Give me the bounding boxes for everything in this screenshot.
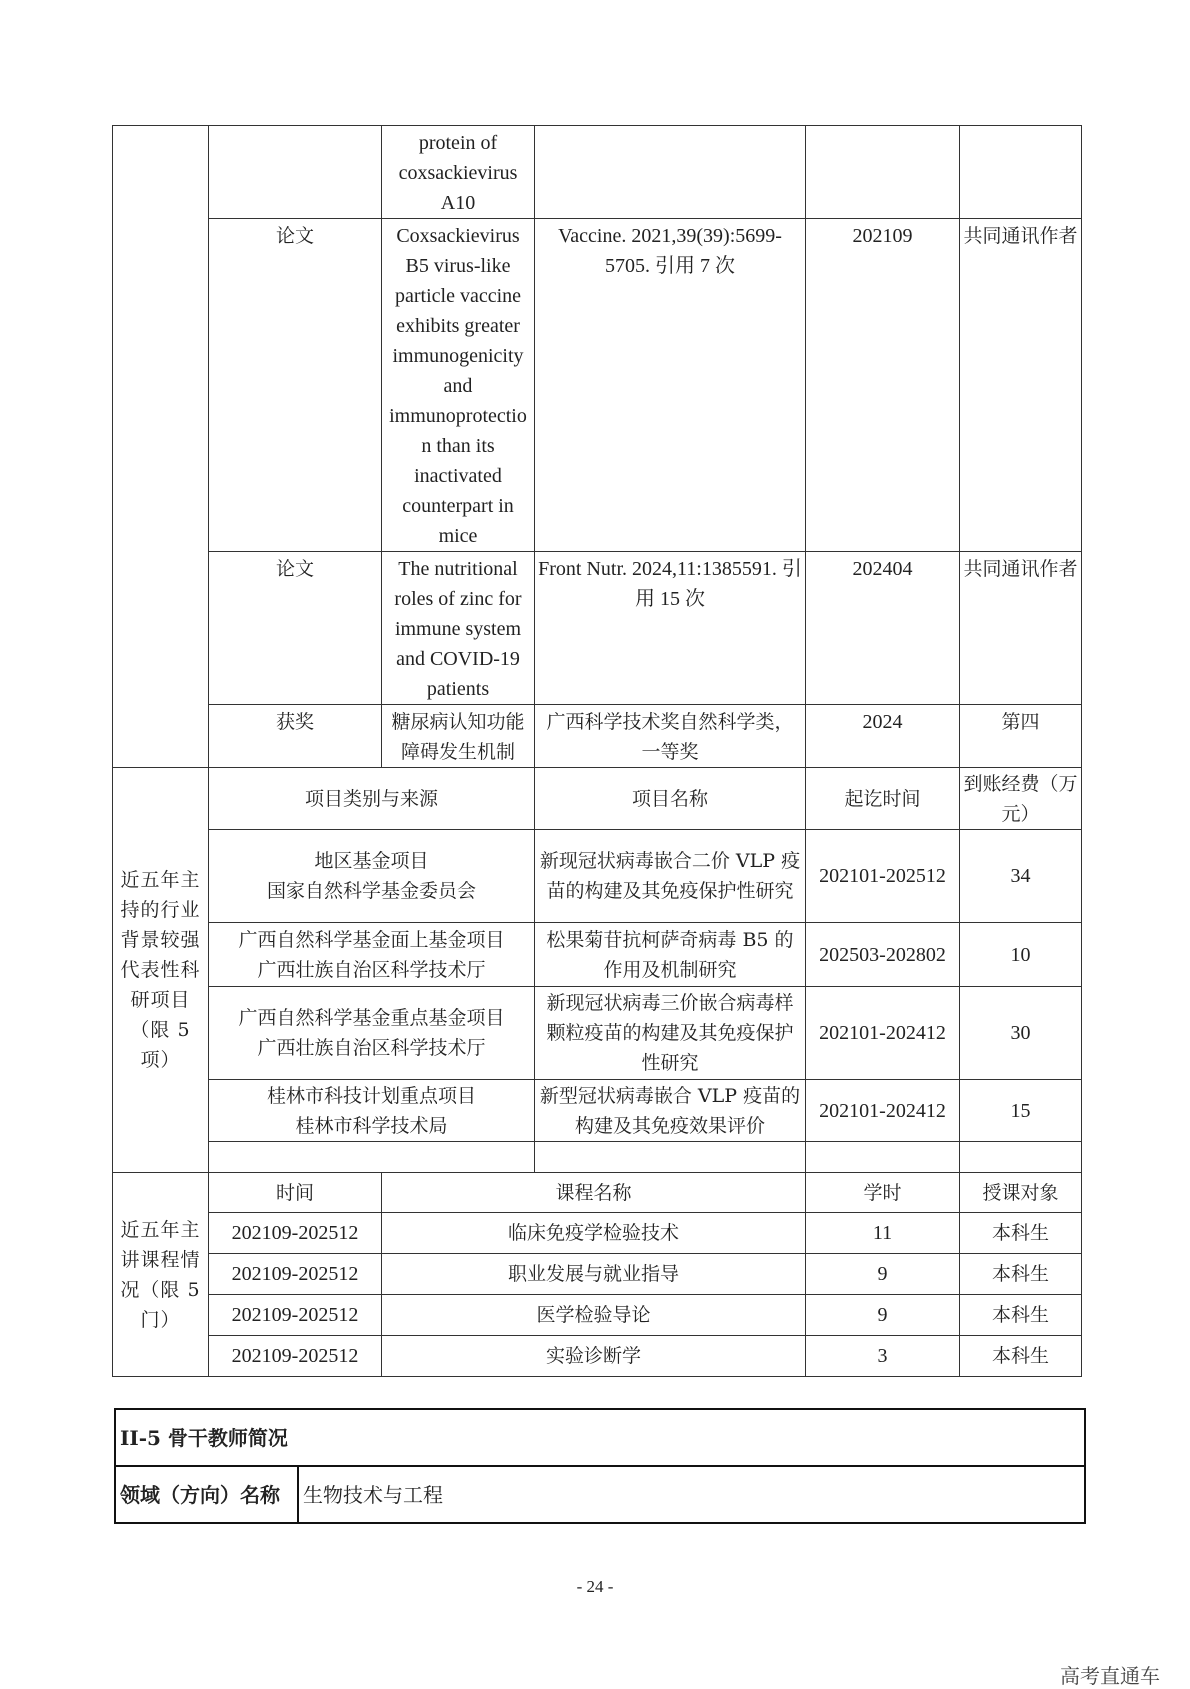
project-category (209, 987, 535, 1080)
course-name: 实验诊断学 (382, 1336, 806, 1377)
project-name: 松果菊苷抗柯萨奇病毒 B5 的作用及机制研究 (535, 923, 806, 987)
project-row (113, 987, 1082, 1080)
paper-date: 202404 (806, 552, 960, 705)
project-row (113, 1080, 1082, 1142)
project-funding: 30 (960, 987, 1082, 1080)
field-value: 生物技术与工程 (298, 1466, 1085, 1523)
award-row (113, 705, 1082, 768)
course-audience: 本科生 (960, 1295, 1082, 1336)
paper-role: 共同通讯作者 (960, 552, 1082, 705)
course-name: 临床免疫学检验技术 (382, 1213, 806, 1254)
paper-date: 202109 (806, 219, 960, 552)
course-hours: 9 (806, 1254, 960, 1295)
project-category (209, 923, 535, 987)
project-row-empty (113, 1142, 1082, 1173)
award-title: 糖尿病认知功能障碍发生机制 (382, 705, 535, 768)
award-role: 第四 (960, 705, 1082, 768)
project-category-source: 广西壮族自治区科学技术厅 (257, 1037, 486, 1059)
project-period: 202503-202802 (806, 923, 960, 987)
course-audience: 本科生 (960, 1254, 1082, 1295)
course-time: 202109-202512 (209, 1213, 382, 1254)
award-type: 获奖 (209, 705, 382, 768)
project-period: 202101-202412 (806, 987, 960, 1080)
paper-type: 论文 (209, 219, 382, 552)
project-period (806, 1142, 960, 1173)
section-field-row (115, 1466, 1085, 1523)
course-name: 职业发展与就业指导 (382, 1254, 806, 1295)
projects-header-name: 项目名称 (535, 768, 806, 830)
course-time: 202109-202512 (209, 1336, 382, 1377)
project-category-source: 国家自然科学基金委员会 (266, 880, 476, 902)
paper-title: Coxsackievirus B5 virus-like particle vaccine exhibits greater immunogenicity and immunoprotection than its inactivated counterpart in mice (382, 219, 535, 552)
project-funding: 34 (960, 830, 1082, 923)
courses-label: 近五年主讲课程情况（限 5 门） (113, 1173, 209, 1377)
paper-title: protein of coxsackievirus A10 (382, 126, 535, 219)
project-category (209, 830, 535, 923)
courses-header-row (113, 1173, 1082, 1213)
project-category-source: 广西壮族自治区科学技术厅 (257, 958, 486, 981)
course-audience: 本科生 (960, 1336, 1082, 1377)
courses-header-hours: 学时 (806, 1173, 960, 1213)
project-period: 202101-202512 (806, 830, 960, 923)
project-period: 202101-202412 (806, 1080, 960, 1142)
project-category-type: 广西自然科学基金重点基金项目 (238, 1007, 505, 1029)
project-category-type: 桂林市科技计划重点项目 (266, 1084, 476, 1107)
paper-row (113, 219, 1082, 552)
paper-date (806, 126, 960, 219)
project-funding: 10 (960, 923, 1082, 987)
left-blank-cell (113, 126, 209, 768)
projects-label: 近五年主持的行业背景较强代表性科研项目（限 5 项） (113, 768, 209, 1173)
course-name: 医学检验导论 (382, 1295, 806, 1336)
page-number: - 24 - (576, 1577, 614, 1596)
course-hours: 11 (806, 1213, 960, 1254)
courses-header-audience: 授课对象 (960, 1173, 1082, 1213)
section-title: II-5 骨干教师简况 (115, 1409, 1085, 1466)
paper-type: 论文 (209, 552, 382, 705)
section-title-row (115, 1409, 1085, 1466)
field-label: 领域（方向）名称 (115, 1466, 298, 1523)
paper-source: Front Nutr. 2024,11:1385591. 引用 15 次 (535, 552, 806, 705)
course-row (113, 1213, 1082, 1254)
watermark: 高考直通车 (1060, 1664, 1160, 1688)
section-table (114, 1408, 1086, 1524)
award-date: 2024 (806, 705, 960, 768)
course-hours: 3 (806, 1336, 960, 1377)
project-category-type: 广西自然科学基金面上基金项目 (238, 928, 505, 951)
course-time: 202109-202512 (209, 1295, 382, 1336)
project-name: 新现冠状病毒嵌合二价 VLP 疫苗的构建及其免疫保护性研究 (535, 830, 806, 923)
paper-row (113, 126, 1082, 219)
paper-source (535, 126, 806, 219)
project-name (535, 1142, 806, 1173)
paper-title: The nutritional roles of zinc for immune system and COVID-19 patients (382, 552, 535, 705)
projects-header-category: 项目类别与来源 (209, 768, 535, 830)
project-name: 新型冠状病毒嵌合 VLP 疫苗的构建及其免疫效果评价 (535, 1080, 806, 1142)
project-category-source: 桂林市科学技术局 (295, 1114, 448, 1137)
courses-header-time: 时间 (209, 1173, 382, 1213)
course-row (113, 1254, 1082, 1295)
project-category-type: 地区基金项目 (314, 850, 429, 872)
paper-source: Vaccine. 2021,39(39):5699-5705. 引用 7 次 (535, 219, 806, 552)
project-funding (960, 1142, 1082, 1173)
projects-header-period: 起讫时间 (806, 768, 960, 830)
paper-role (960, 126, 1082, 219)
course-hours: 9 (806, 1295, 960, 1336)
project-row (113, 923, 1082, 987)
course-row (113, 1336, 1082, 1377)
project-row (113, 830, 1082, 923)
teacher-detail-table (112, 125, 1082, 1377)
projects-header-funding: 到账经费（万元） (960, 768, 1082, 830)
award-source: 广西科学技术奖自然科学类，一等奖 (535, 705, 806, 768)
course-audience: 本科生 (960, 1213, 1082, 1254)
course-row (113, 1295, 1082, 1336)
projects-header-row (113, 768, 1082, 830)
paper-role: 共同通讯作者 (960, 219, 1082, 552)
project-funding: 15 (960, 1080, 1082, 1142)
project-name: 新现冠状病毒三价嵌合病毒样颗粒疫苗的构建及其免疫保护性研究 (535, 987, 806, 1080)
project-category (209, 1080, 535, 1142)
courses-header-name: 课程名称 (382, 1173, 806, 1213)
course-time: 202109-202512 (209, 1254, 382, 1295)
paper-row (113, 552, 1082, 705)
paper-type (209, 126, 382, 219)
project-category (209, 1142, 535, 1173)
